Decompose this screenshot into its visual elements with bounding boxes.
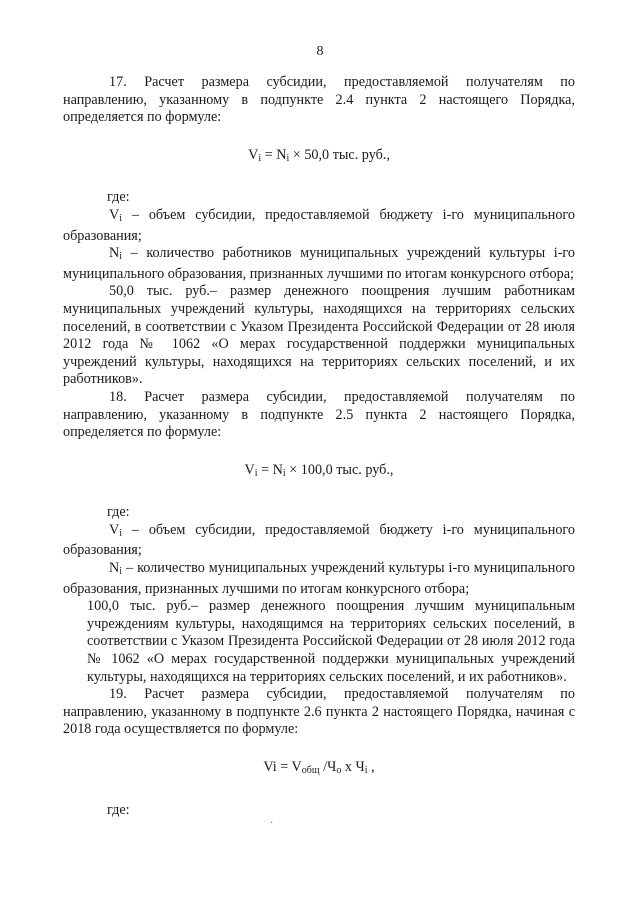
definition-ni-1: $N_i$ – количество работников муниципальных учреждений культуры i-го муниципального образования, признанных лучшими по итогам конкурсного отбора;	[63, 245, 575, 282]
scan-mark: ·	[270, 818, 274, 829]
definition-amount-1: 50,0 тыс. руб.– размер денежного поощрения лучшим работникам муниципальных учреждений культуры, находящихся на территориях сельских поселений, в соответствии с Указом Президента Российской Федерации от 28 июля 2012 года № 1062 «О мерах государственной поддержки муниципальных учреждений культуры, находящихся на территориях сельских поселений, и их работников».	[63, 283, 575, 388]
definition-amount-2: 100,0 тыс. руб.– размер денежного поощрения лучшим муниципальным учреждениям культуры, находящимся на территориях сельских поселений, в соответствии с Указом Президента Российской Федерации от 28 июля 2012 года № 1062 «О мерах государственной поддержки муниципальных учреждений культуры, находящихся на территориях сельских поселений, и их работников».	[87, 598, 575, 685]
definition-vi-1: $V_i$ – объем субсидии, предоставляемой бюджету i-го муниципального образования;	[63, 206, 575, 244]
formula-1: $V_i = N_i \times 50,0$ тыс. руб.,	[248, 146, 390, 164]
page-number: 8	[316, 44, 324, 59]
paragraph-18: 18. Расчет размера субсидии, предоставляемой получателям по направлению, указанному в подпункте 2.5 пункта 2 настоящего Порядка, определяется по формуле:	[63, 388, 575, 441]
paragraph-19: 19. Расчет размера субсидии, предоставляемой получателям по направлению, указанному в подпункте 2.6 пункта 2 настоящего Порядка, начиная с 2018 года осуществляется по формуле:	[63, 686, 575, 738]
where-label-1: где:	[107, 189, 130, 206]
formula-3: $Vi = V_{общ}$ $/Ч_о$ х $Ч_i$ ,	[263, 759, 375, 776]
definition-ni-2: $N_i$ – количество муниципальных учреждений культуры i-го муниципального образования, признанных лучшими по итогам конкурсного отбора;	[63, 560, 575, 597]
paragraph-17: 17. Расчет размера субсидии, предоставляемой получателям по направлению, указанному в подпункте 2.4 пункта 2 настоящего Порядка, определяется по формуле:	[63, 74, 575, 126]
definition-vi-2: $V_i$ – объем субсидии, предоставляемой бюджету i-го муниципального образования;	[63, 521, 575, 559]
where-label-2: где:	[107, 504, 130, 521]
where-label-3: где:	[107, 801, 130, 818]
document-body	[63, 74, 575, 819]
formula-2: $V_i = N_i \times 100,0$ тыс. руб.,	[244, 461, 394, 479]
